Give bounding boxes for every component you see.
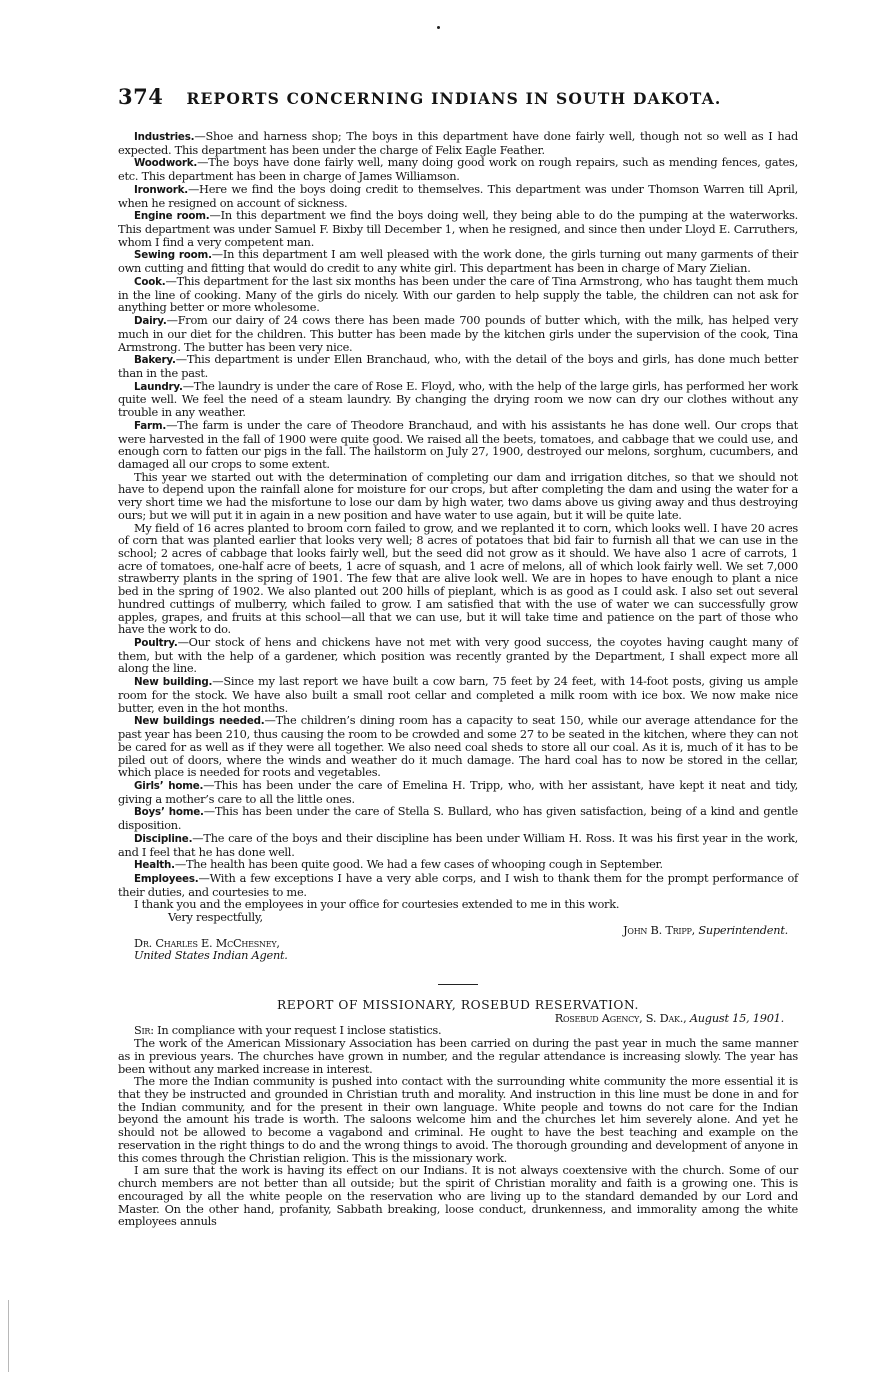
- paragraph-heading: Woodwork.: [134, 157, 198, 170]
- paragraph-heading: Boys’ home.: [134, 806, 204, 819]
- report-paragraph: [118, 275, 798, 314]
- report-paragraph: [118, 522, 798, 636]
- report-paragraph: [118, 130, 798, 156]
- report-paragraph: [118, 471, 798, 522]
- report-paragraphs: [118, 130, 798, 911]
- report-paragraph: [118, 872, 798, 898]
- missionary-paragraph: I am sure that the work is having its effect on our Indians. It is not always coextensive with the church. Some of our church members are not better than all outside; but the spirit of Christian morality and faith is a growing one. This is encouraged by all the white people on the reservation who are living up to the standard demanded by our Lord and Master. On the other hand, profanity, Sabbath breaking, loose conduct, drunkenness, and immorality among the white employees annuls: [118, 1163, 798, 1229]
- dateline-date: August 15, 1901.: [689, 1010, 784, 1025]
- missionary-paragraph: The more the Indian community is pushed into contact with the surrounding white community the more essential it is that they be instructed and grounded in Christian truth and morality. And instruction in this line must be done in and for the Indian community, and for the present in their own language. White people and towns do not care for the Indian beyond the amount his trade is worth. The saloons welcome him and the churches let him severely alone. And yet he should not be allowed to become a vagabond and criminal. He ought to have the best teaching and example on the reservation in the right things to do and the wrong things to avoid. The thorough grounding and development of anyone in this comes through the Christian religion. This is the missionary work.: [118, 1074, 798, 1165]
- paragraph-heading: New building.: [134, 676, 213, 689]
- report-paragraph: [118, 779, 798, 805]
- paragraph-heading: Laundry.: [134, 380, 183, 393]
- page-header: [118, 84, 798, 110]
- missionary-report-title: REPORT OF MISSIONARY, ROSEBUD RESERVATION.: [277, 998, 639, 1012]
- paragraph-text: —The laundry is under the care of Rose E. Floyd, who, with the help of the large girls, has performed her work quite well. We feel the need of a steam laundry. By changing the drying room we now can dry our clothes without any trouble in any weather.: [118, 378, 798, 420]
- closing-phrase: Very respectfully,: [168, 910, 263, 925]
- paragraph-heading: Engine room.: [134, 210, 210, 223]
- paragraph-text: —This department for the last six months has been under the care of Tina Armstrong, who has taught them much in the line of cooking. Many of the girls do nicely. With our garden to help supply the table, the children can not ask for anything better or more wholesome.: [118, 273, 798, 315]
- running-title: REPORTS CONCERNING INDIANS IN SOUTH DAKOTA.: [186, 89, 722, 108]
- paragraph-heading: Bakery.: [134, 354, 176, 367]
- addressee-title: United States Indian Agent.: [134, 948, 288, 963]
- paragraph-heading: Ironwork.: [134, 183, 188, 196]
- paragraph-text: —The children’s dining room has a capacity to seat 150, while our average attendance for the past year has been 210, thus causing the room to be crowded and some 27 to be seated in the kitchen, where they can not be cared for as well as if they were all together. We also need coal sheds to store all our coal. As it is, much of it has to be piled out of doors, where the winds and weather do it much damage. The hard coal has to now be stored in the cellar, which place is needed for roots and vegetables.: [118, 713, 798, 780]
- paragraph-text: I thank you and the employees in your office for courtesies extended to me in this work.: [134, 897, 620, 912]
- report-paragraph: [118, 314, 798, 353]
- dateline-place: Rosebud Agency, S. Dak.,: [554, 1010, 687, 1025]
- paragraph-text: —The boys have done fairly well, many doing good work on rough repairs, such as mending fences, gates, etc. This department has been in charge of James Williamson.: [118, 155, 798, 184]
- paragraph-text: —The health has been quite good. We had a few cases of whooping cough in September.: [174, 857, 663, 872]
- paragraph-text: My field of 16 acres planted to broom corn failed to grow, and we replanted it to corn, which looks well. I have 20 acres of corn that was planted earlier that looks very well; 8 acres of potatoes that bid fair to furnish all that we can use in the school; 2 acres of cabbage that looks fairly well, but the seed did not grow as it should. We have also 1 acre of carrots, 1 acre of tomatoes, one-half acre of beets, 1 acre of squash, and 1 acre of melons, all of which look fairly well. We set 7,000 strawberry plants in the spring of 1901. The few that are alive look well. We are in hopes to have enough to plant a nice bed in the spring of 1902. We also planted out 200 hills of pieplant, which is as good as I could ask. I also set out several hundred cuttings of mulberry, which failed to grow. I am satisfied that with the use of water we can successfully grow apples, grapes, and fruits at this school—all that we can use, but it will take time and patience on the part of those who have the work to do.: [118, 520, 798, 637]
- paragraph-text: —Here we find the boys doing credit to themselves. This department was under Thomson Warren till April, when he resigned on account of sickness.: [118, 181, 798, 210]
- report-paragraph: [118, 805, 798, 831]
- paragraph-text: —In this department I am well pleased with the work done, the girls turning out many garments of their own cutting and fitting that would do credit to any white girl. This department has been in charge of Mary Zielian.: [118, 247, 798, 276]
- paragraph-heading: Poultry.: [134, 637, 178, 650]
- paragraph-text: —Shoe and harness shop; The boys in this department have done fairly well, though not so well as I had expected. This department has been under the charge of Felix Eagle Feather.: [118, 129, 798, 157]
- printer-dot: [437, 26, 440, 29]
- report-paragraph: [118, 156, 798, 182]
- paragraph-text: —Since my last report we have built a cow barn, 75 feet by 24 feet, with 14-foot posts, giving us ample room for the stock. We have also built a small root cellar and completed a milk room with ice box. We now make nice butter, even in the hot months.: [118, 674, 798, 715]
- report-paragraph: [118, 858, 798, 872]
- signer-title: Superintendent.: [698, 922, 788, 937]
- missionary-paragraph: The work of the American Missionary Association has been carried on during the past year in much the same manner as in previous years. The churches have grown in number, and the regular attendance is increasing slowly. The year has been without any marked increase in interest.: [118, 1036, 798, 1076]
- signature: [118, 924, 798, 937]
- paragraph-heading: Dairy.: [134, 315, 167, 328]
- paragraph-text: —The farm is under the care of Theodore Branchaud, and with his assistants he has done well. Our crops that were harvested in the fall of 1900 were quite good. We raised all the beets, tomatoes, and cabbage that we could use, and enough corn to fatten our pigs in the fall. The hailstorm on July 27, 1900, destroyed our melons, sorghum, cucumbers, and damaged all our crops to some extent.: [118, 417, 798, 471]
- report-paragraph: [118, 714, 798, 779]
- paragraph-text: —From our dairy of 24 cows there has been made 700 pounds of butter which, with the milk, has helped very much in our diet for the children. This butter has been made by the kitchen girls under the supervision of the cook, Tina Armstrong. The butter has been very nice.: [118, 313, 798, 354]
- signer-name: John B. Tripp,: [623, 922, 695, 937]
- paragraph-heading: Discipline.: [134, 832, 193, 845]
- report-paragraph: [118, 832, 798, 858]
- missionary-paragraphs: [118, 1037, 798, 1228]
- salutation-text: In compliance with your request I inclose statistics.: [157, 1023, 442, 1038]
- section-divider: [438, 984, 478, 985]
- paragraph-text: This year we started out with the determination of completing our dam and irrigation ditches, so that we should not have to depend upon the rainfall alone for moisture for our crops, but after completing the dam and using the water for a very short time we had the misfortune to lose our dam by high water, two dams above us giving away and thus destroying ours; but we will put it in again in a new position and have water to use again, but it will be quite late.: [118, 469, 798, 522]
- paragraph-heading: New buildings needed.: [134, 715, 265, 728]
- salutation: Sir:: [134, 1023, 154, 1038]
- report-paragraph: [118, 380, 798, 419]
- report-paragraph: [118, 675, 798, 714]
- paragraph-text: —In this department we find the boys doing well, they being able to do the pumping at the waterworks. This department was under Samuel F. Bixby till December 1, when he resigned, and since then under Lloyd E. Carruthers, whom I find a very competent man.: [118, 208, 798, 249]
- paragraph-text: —This department is under Ellen Branchaud, who, with the detail of the boys and girls, has done much better than in the past.: [118, 352, 798, 380]
- scan-edge-mark: [8, 1300, 9, 1372]
- page-number: 374: [118, 84, 164, 109]
- report-paragraph: [118, 419, 798, 471]
- paragraph-heading: Girls’ home.: [134, 779, 204, 792]
- paragraph-heading: Sewing room.: [134, 249, 212, 262]
- paragraph-text: —With a few exceptions I have a very able corps, and I wish to thank them for the prompt performance of their duties, and courtesies to me.: [118, 870, 798, 899]
- paragraph-text: —The care of the boys and their discipline has been under William H. Ross. It was his first year in the work, and I feel that he has done well.: [118, 830, 798, 859]
- report-paragraph: [118, 636, 798, 675]
- paragraph-heading: Farm.: [134, 419, 167, 432]
- paragraph-heading: Health.: [134, 859, 175, 872]
- report-paragraph: [118, 353, 798, 379]
- report-paragraph: [118, 248, 798, 274]
- paragraph-heading: Industries.: [134, 131, 195, 143]
- paragraph-heading: Employees.: [134, 872, 199, 885]
- paragraph-heading: Cook.: [134, 275, 166, 288]
- report-paragraph: [118, 183, 798, 209]
- page-body: [118, 130, 798, 1228]
- addressee-name: Dr. Charles E. McChesney,: [134, 935, 280, 950]
- paragraph-text: —This has been under the care of Emelina H. Tripp, who, with her assistant, have kept it neat and tidy, giving a mother’s care to all the little ones.: [118, 777, 798, 806]
- paragraph-text: —This has been under the care of Stella S. Bullard, who has given satisfaction, being of a kind and gentle disposition.: [118, 804, 799, 833]
- report-paragraph: [118, 209, 798, 248]
- paragraph-text: —Our stock of hens and chickens have not met with very good success, the coyotes having caught many of them, but with the help of a gardener, which position was recently granted by the Department, I shall expect more all along the line.: [118, 635, 798, 676]
